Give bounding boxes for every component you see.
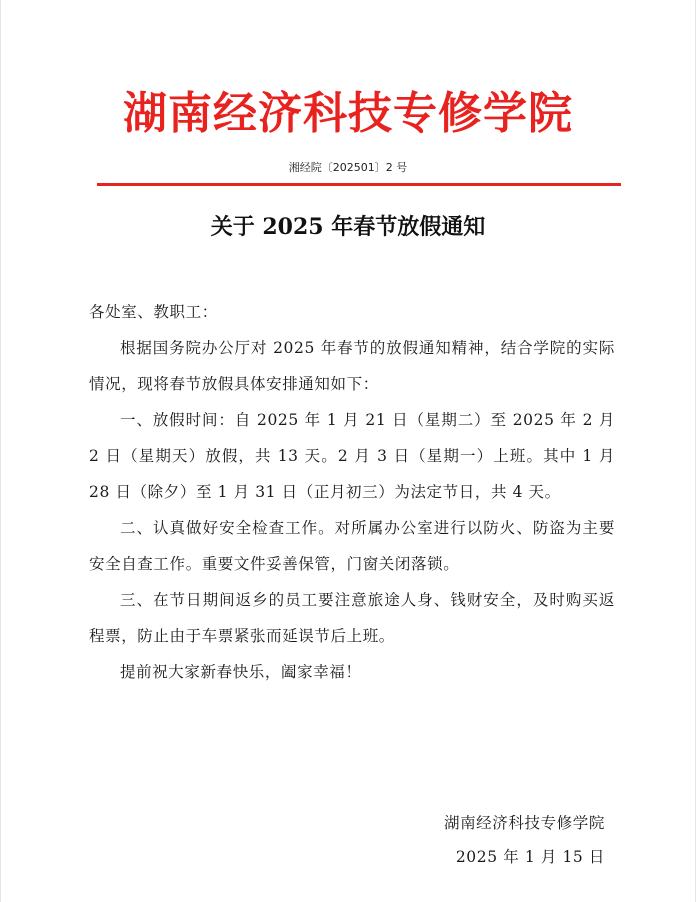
document-number: 湘经院〔202501〕2 号 <box>288 161 408 174</box>
salutation: 各处室、教职工： <box>89 303 218 321</box>
notice-title: 关于 2025 年春节放假通知 <box>210 214 486 240</box>
signature-date: 2025 年 1 月 15 日 <box>455 848 605 866</box>
org-title: 湖南经济科技专修学院 <box>123 88 573 139</box>
body-paragraph-greeting: 提前祝大家新春快乐，阖家幸福！ <box>120 663 362 681</box>
body-paragraph-holiday-schedule: 一、放假时间：自 2025 年 1 月 21 日（星期二）至 2025 年 2 月 2 日（星期天）放假，共 13 天。2 月 3 日（星期一）上班。其中 1 月 28 日（除夕）至 1 月 31 日（正月初三）为法定节日，共 4 天。 <box>89 411 615 501</box>
red-divider-rule <box>97 183 621 186</box>
signature-organization: 湖南经济科技专修学院 <box>443 814 605 832</box>
signature-block <box>444 806 605 874</box>
body-paragraph-travel-safety: 三、在节日期间返乡的员工要注意旅途人身、钱财安全，及时购买返程票，防止由于车票紧张而延误节后上班。 <box>89 591 615 645</box>
notice-body <box>89 294 615 690</box>
body-paragraph-intro: 根据国务院办公厅对 2025 年春节的放假通知精神，结合学院的实际情况，现将春节放假具体安排通知如下： <box>89 339 615 393</box>
body-paragraph-safety-check: 二、认真做好安全检查工作。对所属办公室进行以防火、防盗为主要安全自查工作。重要文件妥善保管，门窗关闭落锁。 <box>89 519 615 573</box>
